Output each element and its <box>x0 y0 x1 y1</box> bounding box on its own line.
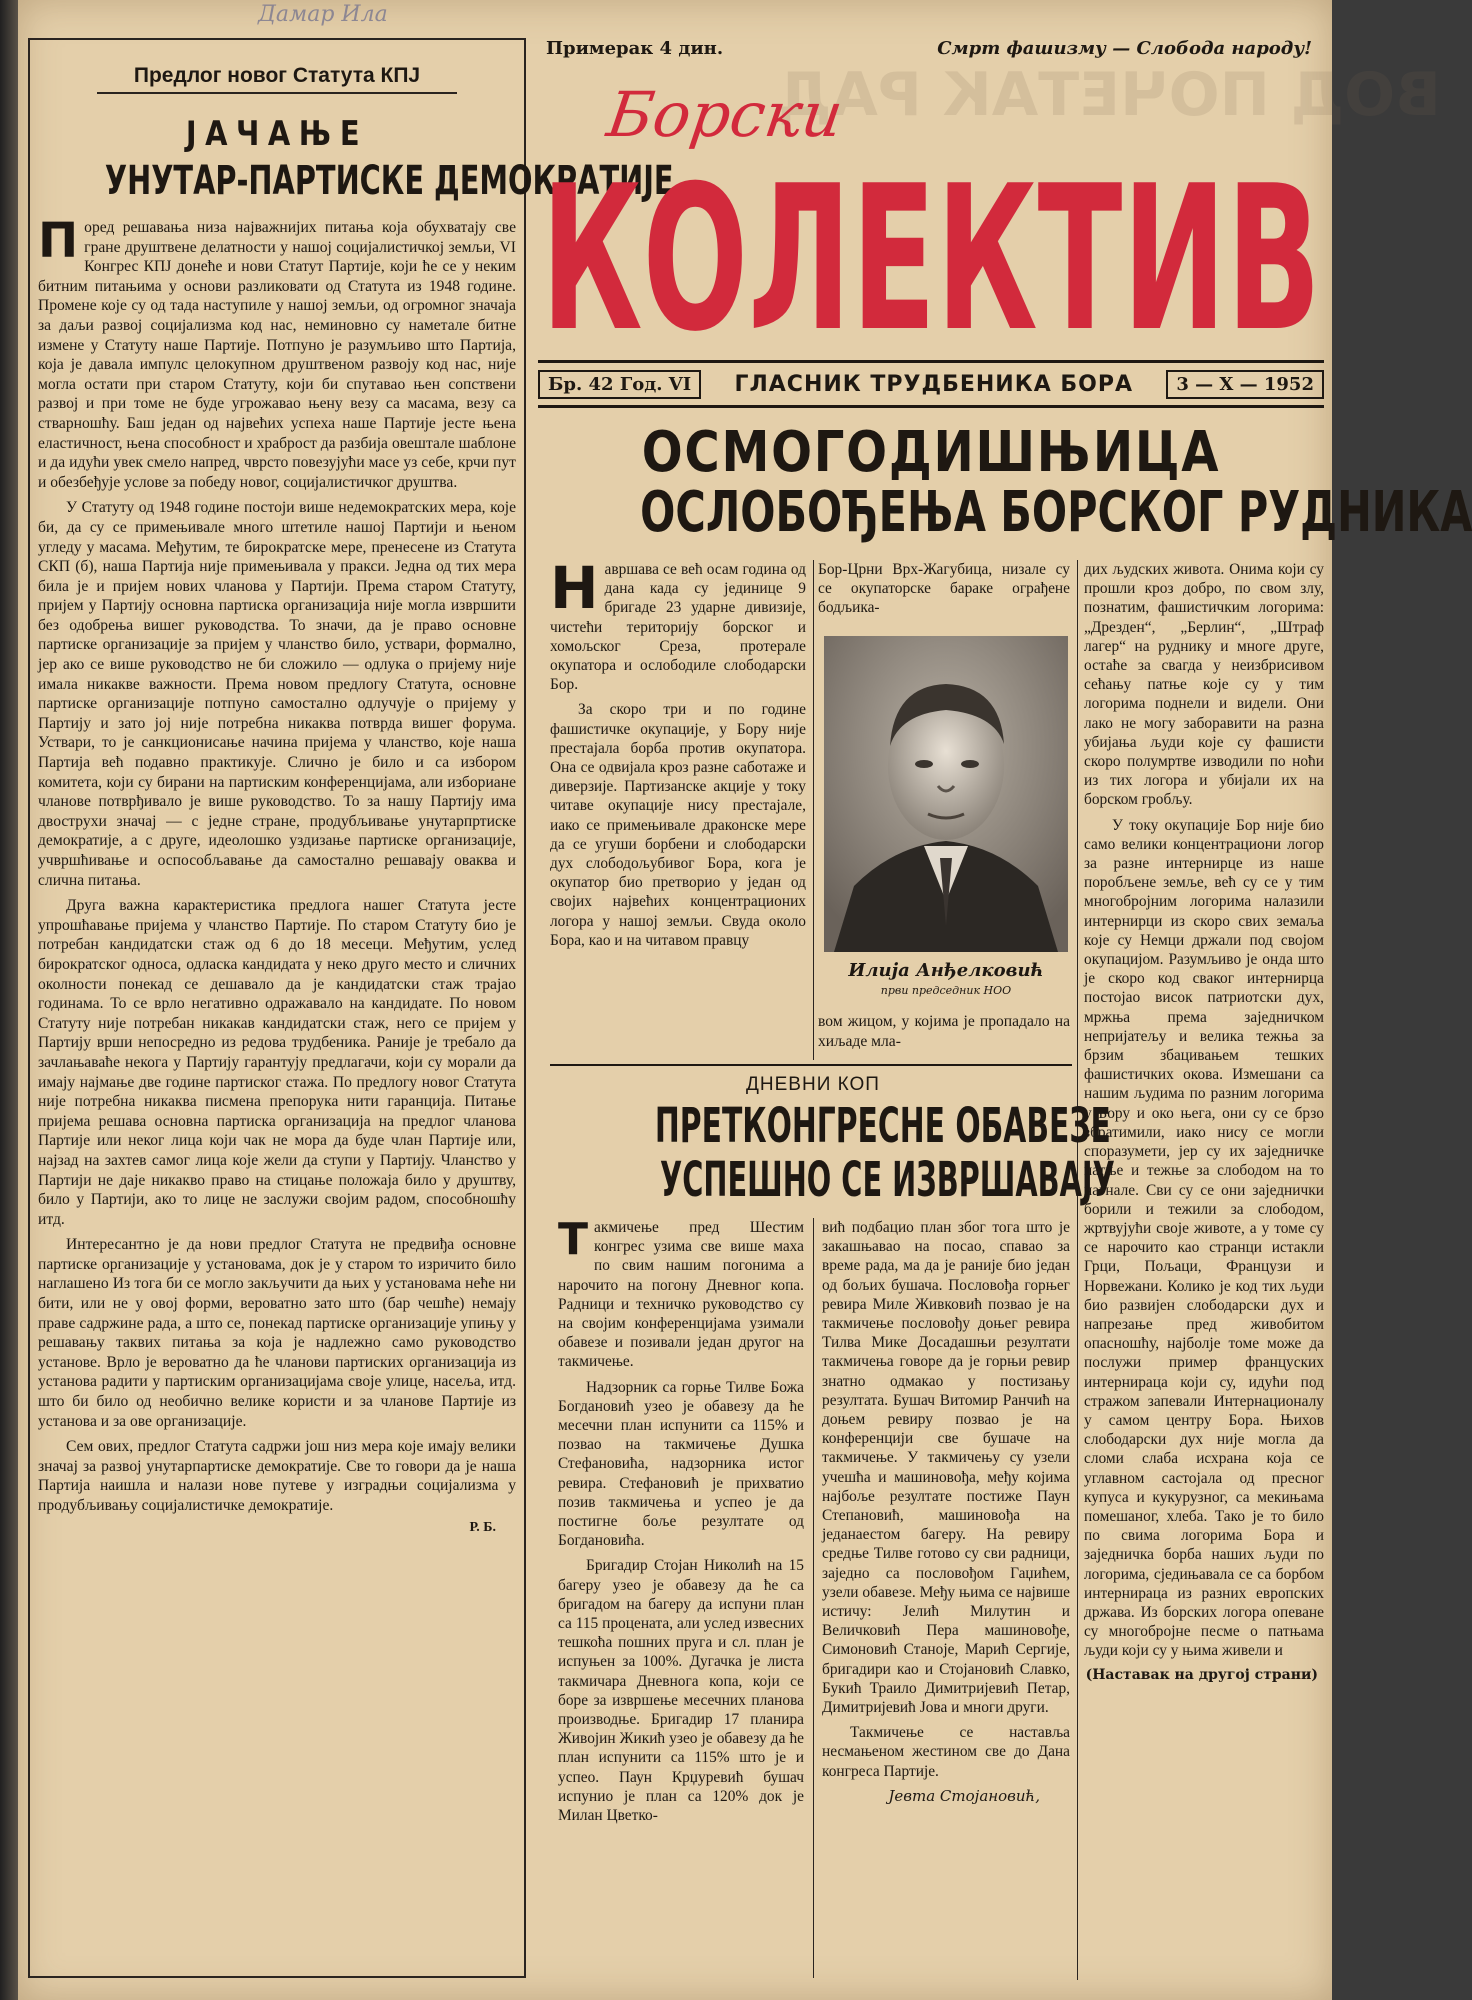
second-article-author: Јевта Стојановић, <box>888 1786 1040 1805</box>
left-headline-line1: ЈАЧАЊЕ <box>185 114 369 154</box>
left-dropcap: П <box>38 213 79 269</box>
second-paragraph-2: Надзорник са горње Тилве Божа Богдановић узео је обавезу да ће месечни план испунити са 115% и позвао на такмичење Душка Стефановића, надзорника истог ревира. Стефановић је прихватио позив такмичења и успео је да постигне боље резултате од Богдановића. <box>558 1378 804 1550</box>
left-section-label: Предлог новог Статута КПЈ <box>97 64 457 94</box>
main-headline-line1: ОСМОГОДИШЊИЦА <box>641 420 1221 485</box>
main-col3-paragraph-2: У току окупације Бор није био само велики концентрациони логор за разне интернирце из наше поробљене земље, већ су се у тим многобројним логорима налазили интернирци из скоро свих земаља које су Немци држали под својом окупацијом. Разумљиво је онда што је скоро код сваког интернирца постојао висок патриотски дух, мржња према заједничком непријатељу и велика тежња за брзим збацивањем тешких фашистичких окова. Измешани са нашим људима по разним логорима у Бору и око њега, они су се брзо збратимили, иако нису се могли споразумети, јер су их заједничке патње и тежње за слободом на то нагнале. Сви су се они заједнички борили и тежили за слободом, жртвујући своје животе, а у томе су се нарочито као странци истакли Грци, Пољаци, Французи и Норвежани. Колико је код тих људи био развијен слободарски дух и напрезање пред живобитом опасношћу, најболје томе може да послужи пример француских интернираца који су, идући под стражом запевали Интернационалу у самом центру Бора. Њихов слободарски дух није могла да сломи слаба исхрана која се углавном састојала од пресног купуса и кукурузног, са мекињама помешаног, хлеба. Тако је то било по свима логорима Бора и заједничка борба наших људи по логорима, сједињавала се са борбом интернираца из разних европских држава. Из борских логора опеване су многобројне песме о патњама људи који су у њима живели и <box>1084 816 1324 1660</box>
left-paragraph-5: Сем ових, предлог Статута садржи још низ мера које имају велики значај за развој унутарпартиске демократије. Све то говори да је наша Партија наишла и налази нове путеве у изградњи социјализма у продубљивању социјалистичке демократије. <box>38 1438 516 1514</box>
left-article-body <box>38 213 516 1537</box>
column-rule-2 <box>1077 560 1078 1980</box>
second-article-column-2 <box>822 1218 1070 1805</box>
left-paragraph-4: Интересантно је да нови предлог Статута не предвиђа основне партиске организације у установама, док је у старом то изричито било наглашено Из тога би се могло закључити да њих у установама неће ни бити, или не у овој форми, вероватно зато што (бар чешће) немају праве садржине рада, а што се, понекад партиске организације упињу у решавању таквих питања за која је надлежно само руководство установе. Врло је вероватно да ће чланови партиских организација из установа радити у партиским организацијама своје улице, насеља, итд. што би било од необично велике користи и за чланове Партије из установа и за ове организације. <box>38 1236 516 1430</box>
masthead-info-bar <box>538 360 1324 408</box>
left-paragraph-3: Друга важна карактеристика предлога нашег Статута јесте упрошћавање пријема у чланство Партије. По старом Статуту био је потребан кандидатски стаж од 6 до 18 месеци. Међутим, услед бирократског односа, одласка кандидата у неко друго место и сличних околности понекад се дешавало да је кандидатски стаж трајао годинама. То се врло негативно одражавало на кандидате. По новом Статуту није потребан никакав кандидатски стаж, него се пријем у Партију врши непосредно из редова трудбеника. Раније је требало да зачлањаваће некога у Партију гарантују предлагачи, који су морали да имају најмање две године партиског стажа. По предлогу новог Статута није потребна никаква писмена препорука нити гаранција. Питање пријема решава основна партиска организација на предлог чланова Партије или неког лица који чак не мора да буде члан Партије или, најзад на захтев самог лица које жели да ступи у Партију. Чланство у Партији не даје никакво право на стицање положаја било у друштву, било у Партији, ако то лице не заслужи својим радом, способношћу итд. <box>38 897 516 1228</box>
second-paragraph-1 <box>558 1214 804 1372</box>
masthead-title-small: Борски <box>602 78 848 151</box>
newspaper-page <box>18 0 1472 2000</box>
second-headline-line2: УСПЕШНО СЕ ИЗВРШАВАЈУ <box>660 1152 1115 1208</box>
photo-subcaption: први председник НОО <box>880 984 1012 997</box>
second-col2-paragraph-1: вић подбацио план због тога што је закашњавао на посао, спавао за време рада, ма да је раније био један од бољих бушача. Пословођа горњег ревира Миле Живковић позвао је на такмичење пословођу доњег ревира Тилва Мике Досадашњи резултати такмичења говоре да је горњи ревир знатно одмакао у постизању резултата. Бушач Витомир Ранчић на доњем ревиру позвао је на конференцији све бушаче на такмичење. У такмичењу су узели учешћа и машиновођа, међу којима најбоље резултате постиже Паун Степановић, машиновођа на једанаестом багеру. На ревиру средње Тилве готово су сви радници, заједно са пословођом Гаџићем, узели обавезе. Међу њима се највише истичу: Јелић Милутин и Величковић Пера машиновође, Симоновић Станоје, Марић Сергије, бригадири као и Стојановић Славко, Букић Траило Димитријевић Петар, Димитријевић Јова и многи други. <box>822 1219 1070 1717</box>
second-headline-line1: ПРЕТКОНГРЕСНЕ ОБАВЕЗЕ <box>654 1098 1111 1154</box>
second-col1-text <box>558 1214 804 1825</box>
main-headline-line2: ОСЛОБОЂЕЊА БОРСКОГ РУДНИКА <box>640 480 1472 545</box>
left-paragraph-1 <box>38 213 516 492</box>
newspaper-subtitle: ГЛАСНИК ТРУДБЕНИКА БОРА <box>734 371 1134 397</box>
bleed-through-text: ВОД ПОЧЕТАК РАД <box>778 60 1441 130</box>
column-rule-1 <box>813 560 814 1060</box>
main-dropcap: Н <box>550 554 599 622</box>
left-signature: Р. Б. <box>469 1519 496 1535</box>
masthead-title-big <box>536 143 1326 376</box>
handwritten-note: Дамар Илa <box>258 2 388 27</box>
price-note: Примерак 4 дин. <box>546 38 724 59</box>
main-col2-bottom-paragraph: вом жицом, у којима је пропадало на хиљаде мла- <box>818 1013 1070 1050</box>
main-article-column-2-bottom <box>818 1012 1070 1057</box>
portrait-illustration <box>824 636 1068 952</box>
main-col1-text <box>550 554 806 950</box>
main-paragraph-1 <box>550 554 806 694</box>
second-article-column-1 <box>558 1214 804 1831</box>
main-paragraph-1-text: авршава се већ осам година од дана када су јединице 9 бригаде 23 ударне дивизије, чистећи територију борског и хомољског Среза, протерале окупатора и ослободиле слободарски Бор. <box>550 561 806 694</box>
main-article-column-1 <box>550 554 806 956</box>
portrait-photo <box>824 636 1068 952</box>
column-rule-3 <box>813 1218 814 1978</box>
left-headline-line2: УНУТАР-ПАРТИСКЕ ДЕМОКРАТИЈЕ <box>104 158 674 204</box>
masthead-title-big-text: КОЛЕКТИВ <box>541 143 1321 376</box>
main-col3-paragraph-1: дих људских живота. Онима који су прошли кроз добро, по свом злу, познатим, фашистичким логорима: „Дрезден“, „Берлин“, „Штраф лагер“ на руднику и многе друге, остаће за свагда у неизбрисивом сећању патње које су у тим логорима поднели и видели. Они лако не могу заборавити на разна убијања људи које су фашисти скоро полумртве изводили по ноћи из тих логора и убијали их на борском гробљу. <box>1084 561 1324 809</box>
second-paragraph-1-text: акмичење пред Шестим конгрес узима све више маха по свим нашим погонима а нарочито на погону Дневног копа. Радници и техничко руководство су на својим конференцијама узимали обавезе и позивали један другог на такмичење. <box>558 1219 804 1371</box>
section-divider <box>550 1064 1072 1066</box>
main-col2-top-paragraph: Бор-Црни Врх-Жагубица, низале су се окупаторске бараке ограђене бодљика- <box>818 561 1070 617</box>
left-paragraph-1-text: оред решавања низа најважнијих питања која обухватају све гране друштвене делатности у нашој социјалистичкој земљи, VI Конгрес КПЈ донеће и нови Статут Партије, који ће се у неким битним питањима у основи разликовати од Статута из 1948 године. Промене које су од тада наступиле у нашој земљи, од огромног значаја за даљи развој социјализма код нас, неминовно су наметале битне измене у Статуту наше Партије. Потпуно је разумљиво што Партија, која је давала импулс целокупном друштвеном развоју код нас, није могла остати при старом Статуту, који би спутавао њен сопствени развој и при томе не буде угрожавао њену везу са масама, везу са стварношћу. Баш један од највећих успеха наше Партије јесте њена еластичност, њена способност и храброст да разбија овешталe шаблоне и да идући увек смело напред, чврсто повезујући масе уз себе, крчи пут и обезбеђује услове за победу новог, социјалистичког друштва. <box>38 219 516 491</box>
continued-note: (Наставак на другој страни) <box>1085 1666 1318 1683</box>
main-col2-top-text <box>818 560 1070 618</box>
second-col2-paragraph-2: Такмичење се наставља несмањеном жестином све до Дана конгреса Партије. <box>822 1724 1070 1780</box>
slogan: Смрт фашизму — Слобода народу! <box>937 38 1312 59</box>
second-col2-text <box>822 1218 1070 1781</box>
issue-number: Бр. 42 Год. VI <box>538 370 701 399</box>
main-col3-text <box>1084 560 1324 1661</box>
main-article-column-2-top <box>818 560 1070 624</box>
photo-caption: Илија Анђелковић <box>848 960 1044 981</box>
second-dropcap: Т <box>558 1214 589 1265</box>
left-paragraph-2: У Статуту од 1948 године постоји више недемократских мера, које би, да су се примењивале много штетиле нашој Партији и њеном угледу у масама. Међутим, те бирократске мере, пренесене из Статута СКП (б), наша Партија није примењивала у пракси. Једна од тих мера била је и пријем нових чланова у Партији. Према старом Статуту, пријем у Партију основна партиска организација није могла извршити без одобрења вишег руководства. То значи, да је право основне партиске организације за пријем у чланство било, уствари, формално, јер ако се више руководство не би сложило — одлука о пријему није имала никакве важности. Према новом предлогу Статута, основне партиске организације потпуно самостално одлучује о пријему у Партију и зато јој није потребна никаква потврда вишег форума. Уствари, то је санкционисање начина пријема у чланство, које наша Партија већ подавно практикује. Слично је било и са избором комитета, који су бирани на партиским конференцијама, али избориане чланове потврђивало је више руководство. То за нашу Партију има двострухи значај — с једне стране, продубљивање унутарпртиске демократије, а с друге, идеолошко уздизање партиске организације, учвршћивање и оспособљавање да самостално решавају оваква и слична питања. <box>38 499 516 889</box>
second-article-kicker: ДНЕВНИ КОП <box>746 1074 880 1095</box>
main-col2-bottom-text <box>818 1012 1070 1051</box>
main-paragraph-2: За скоро три и по године фашистичке окупације, у Бору није престајала борба против окупатора. Она се одвијала кроз разне саботаже и диверзије. Партизанске акције у току читаве окупације нису престајале, иако се примењивале драконске мере да се угуши борбени и слободарски дух слободољубивог Бора, кога је окупатор био претворио у један од својих највећих концентрационих логора у нашој земљи. Свуда около Бора, као и на читавом правцу <box>550 701 806 949</box>
second-paragraph-3: Бригадир Стојан Николић на 15 багеру узео је обавезу да ће са бригадом на багеру да испуни план са 115 процената, али услед извесних тешкоћа пошних пруга и сл. план је испуњен за 100%. Дугачка је листа такмичара Дневнога копа, који се боре за извршење месечних планова производње. Бригадир 17 планира Живојин Жикић узео је обавезу да ће план испунити са 115% што је и успео. Паун Крџуревић бушач испунио је план са 120% док је Милан Цветко- <box>558 1557 804 1825</box>
main-article-column-3 <box>1084 560 1324 1683</box>
issue-date: 3 — X — 1952 <box>1166 370 1324 399</box>
binding-spine <box>0 0 18 2000</box>
